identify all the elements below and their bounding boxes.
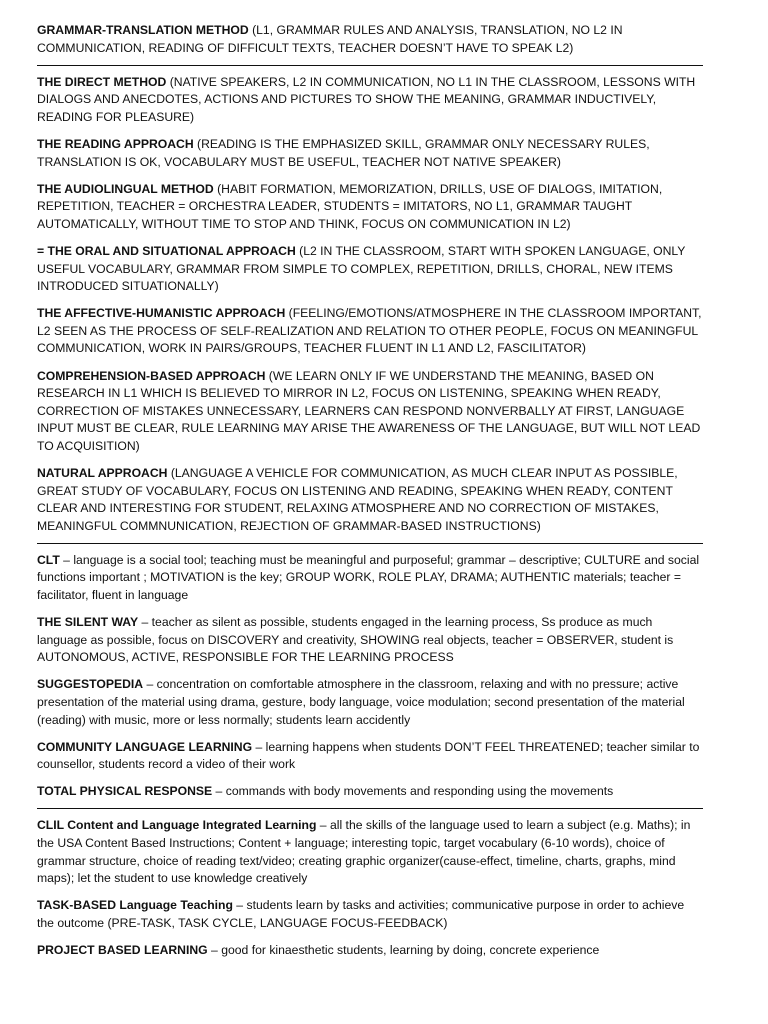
method-entry: [37, 74, 702, 127]
section-divider: [37, 543, 703, 544]
method-entry: [37, 22, 702, 57]
method-term: CLIL Content and Language Integrated Learning: [37, 818, 317, 833]
method-term: THE READING APPROACH: [37, 136, 194, 151]
method-entry: [37, 552, 702, 605]
method-description: – concentration on comfortable atmosphere in the classroom, relaxing and with no pressure; active presentation of the material using drama, gesture, body language, voice modulation; second presentation of the material (reading) with music, more or less normally; students learn accidently: [37, 677, 685, 727]
section-2: [37, 74, 702, 536]
method-description: – commands with body movements and responding using the movements: [212, 784, 614, 799]
method-term: THE SILENT WAY: [37, 615, 139, 630]
method-term: CLT: [37, 552, 60, 567]
method-entry: [37, 181, 702, 234]
section-divider: [37, 65, 703, 66]
method-description: – learning happens when students DON’T FEEL THREATENED; teacher similar to counsellor, students record a video of their work: [37, 739, 700, 772]
method-term: SUGGESTOPEDIA: [37, 677, 144, 692]
method-term: PROJECT BASED LEARNING: [37, 943, 208, 958]
section-4: [37, 817, 702, 959]
method-description: (HABIT FORMATION, MEMORIZATION, DRILLS, USE OF DIALOGS, IMITATION, REPETITION, TEACHER = ORCHESTRA LEADER, STUDENTS = IMITATORS, NO L1, GRAMMAR TAUGHT AUTOMATICALLY, WITHOUT TIME TO STOP AND THINK, FOCUS ON COMMUNICATION IN L2): [37, 181, 663, 231]
method-term: TASK-BASED Language Teaching: [37, 898, 233, 913]
method-entry: [37, 897, 702, 932]
method-entry: [37, 817, 702, 887]
method-entry: [37, 243, 702, 296]
method-term: = THE ORAL AND SITUATIONAL APPROACH: [37, 243, 296, 258]
method-description: (READING IS THE EMPHASIZED SKILL, GRAMMAR ONLY NECESSARY RULES, TRANSLATION IS OK, VOCABULARY MUST BE USEFUL, TEACHER NOT NATIVE SPEAKER): [37, 136, 650, 169]
method-term: NATURAL APPROACH: [37, 465, 168, 480]
method-description: (FEELING/EMOTIONS/ATMOSPHERE IN THE CLASSROOM IMPORTANT, L2 SEEN AS THE PROCESS OF SELF-REALIZATION AND RELATION TO OTHER PEOPLE, FOCUS ON MEANINGFUL COMMUNICATION, WORK IN PAIRS/GROUPS, TEACHER FLUENT IN L1 AND L2, FASCILITATOR): [37, 306, 702, 356]
section-1: [37, 22, 702, 57]
method-entry: [37, 783, 702, 801]
method-term: GRAMMAR-TRANSLATION METHOD: [37, 23, 249, 37]
section-3: [37, 552, 702, 801]
method-entry: [37, 942, 702, 960]
method-description: (WE LEARN ONLY IF WE UNDERSTAND THE MEANING, BASED ON RESEARCH IN L1 WHICH IS BELIEVED TO MIRROR IN L2, FOCUS ON LISTENING, SPEAKING WHEN READY, CORRECTION OF MISTAKES UNNECESSARY, LEARNERS CAN RESPOND NONVERBALLY AT FIRST, LANGUAGE INPUT MUST BE CLEAR, RULE LEARNING MAY ARISE THE AWARENESS OF THE LANGUAGE, BUT WILL NOT LEAD TO ACQUISITION): [37, 368, 701, 453]
method-term: COMPREHENSION-BASED APPROACH: [37, 368, 266, 383]
method-description: (L2 IN THE CLASSROOM, START WITH SPOKEN LANGUAGE, ONLY USEFUL VOCABULARY, GRAMMAR FROM SIMPLE TO COMPLEX, REPETITION, DRILLS, CHORAL, NEW ITEMS INTRODUCED SITUATIONALLY): [37, 243, 686, 294]
method-entry: [37, 136, 702, 171]
method-description: – language is a social tool; teaching must be meaningful and purposeful; grammar – descriptive; CULTURE and social functions important ; MOTIVATION is the key; GROUP WORK, ROLE PLAY, DRAMA; AUTHENTIC materials; teacher = facilitator, fluent in language: [37, 552, 700, 603]
method-term: COMMUNITY LANGUAGE LEARNING: [37, 739, 253, 754]
method-description: – teacher as silent as possible, students engaged in the learning process, Ss produce as much language as possible, focus on DISCOVERY and creativity, SHOWING real objects, teacher = OBSERVER, student is AUTONOMOUS, ACTIVE, RESPONSIBLE FOR THE LEARNING PROCESS: [37, 615, 674, 665]
method-description: – students learn by tasks and activities; communicative purpose in order to achieve the outcome (PRE-TASK, TASK CYCLE, LANGUAGE FOCUS-FEEDBACK): [37, 898, 685, 930]
method-description: (NATIVE SPEAKERS, L2 IN COMMUNICATION, NO L1 IN THE CLASSROOM, LESSONS WITH DIALOGS AND ANECDOTES, ACTIONS AND PICTURES TO SHOW THE MEANING, GRAMMAR INDUCTIVELY, READING FOR PLEASURE): [37, 74, 696, 124]
method-term: THE AUDIOLINGUAL METHOD: [37, 181, 214, 196]
method-description: (LANGUAGE A VEHICLE FOR COMMUNICATION, AS MUCH CLEAR INPUT AS POSSIBLE, GREAT STUDY OF VOCABULARY, FOCUS ON LISTENING AND READING, SPEAKING WHEN READY, CONTENT CLEAR AND INTERESTING FOR STUDENT, RELAXING ATMOSPHERE AND NO CORRECTION OF MISTAKES, MEANINGFUL COMMNUNICATION, REJECTION OF GRAMMAR-BASED INSTRUCTIONS): [37, 465, 678, 533]
method-term: TOTAL PHYSICAL RESPONSE: [37, 784, 213, 799]
method-term: THE DIRECT METHOD: [37, 74, 167, 89]
method-description: – all the skills of the language used to learn a subject (e.g. Maths); in the USA Content Based Instructions; Content + language; interesting topic, target vocabulary (6-10 words), choice of grammar structure, choice of reading text/video; creating graphic organizer(cause-effect, timeline, charts, graphs, mind maps); let the student to use knowledge creatively: [37, 818, 691, 886]
method-term: THE AFFECTIVE-HUMANISTIC APPROACH: [37, 306, 286, 321]
method-entry: [37, 465, 702, 535]
method-description: (L1, GRAMMAR RULES AND ANALYSIS, TRANSLATION, NO L2 IN COMMUNICATION, READING OF DIFFICULT TEXTS, TEACHER DOESN’T HAVE TO SPEAK L2): [37, 23, 623, 55]
method-description: – good for kinaesthetic students, learning by doing, concrete experience: [207, 943, 600, 958]
section-divider: [37, 808, 703, 809]
method-entry: [37, 676, 702, 729]
method-entry: [37, 614, 702, 667]
method-entry: [37, 305, 702, 358]
method-entry: [37, 368, 702, 456]
method-entry: [37, 739, 702, 774]
